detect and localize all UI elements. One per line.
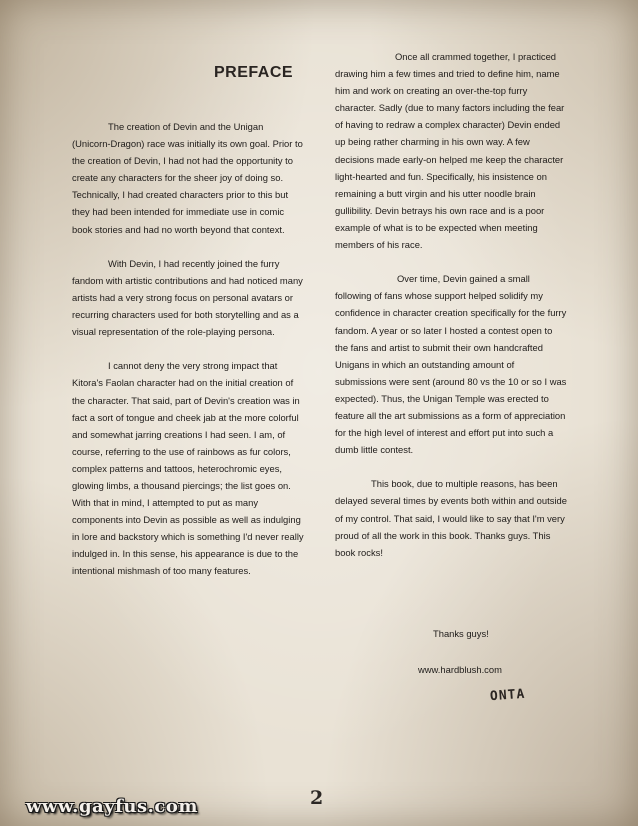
paragraph: With Devin, I had recently joined the furry fandom with artistic contributions and had noticed many artists had a very strong focus on personal avatars or recurring characters used for both storytelling and as a visual representation of the role-playing persona. (72, 257, 303, 338)
paragraph: This book, due to multiple reasons, has been delayed several times by events both within and outside of my control. That said, I would like to say that I'm very proud of all the work in this book. Thanks guys. This book rocks! (335, 478, 567, 558)
right-column (335, 48, 567, 578)
watermark: www.gayfus.com (26, 796, 198, 817)
paragraph: The creation of Devin and the Unigan (Unicorn-Dragon) race was initially its own goal. Prior to the creation of Devin, I had not had the opportunity to create any characters for the sheer joy of doing so. Technically, I had created characters prior to this but they had been intended for immediate use in comic book stories and had no worth beyond that context. (72, 121, 303, 235)
website-link[interactable]: www.hardblush.com (418, 664, 502, 675)
paragraph: Once all crammed together, I practiced drawing him a few times and tried to define him, name him and work on creating an over-the-top furry character. Sadly (due to many factors including the fear of having to redraw a complex character) Devin ended up being rather charming in his own way. A few decisions made early-on helped me keep the character light-hearted and fun. Specifically, his insistence on remaining a butt virgin and his utter noodle brain gullibility. Devin betrays his own race and is a poor example of what is to be expected when meeting members of his race. (335, 51, 565, 251)
page-title: PREFACE (214, 64, 294, 81)
page-number: 2 (310, 787, 324, 809)
signature: ONTA (489, 686, 526, 705)
closing-text: Thanks guys! (433, 628, 489, 639)
paragraph: I cannot deny the very strong impact that Kitora's Faolan character had on the initial creation of the character. That said, part of Devin's creation was in fact a sort of tongue and cheek jab at the more colorful and somewhat jarring creations I had seen. I am, of course, referring to the use of rainbows as fur colors, complex patterns and tattoos, heterochromic eyes, glowing limbs, a thousand piercings; the list goes on. With that in mind, I attempted to put as many components into Devin as possible as well as indulging in lore and backstory which is something I'd never really indulged in. In this sense, his appearance is due to the intentional mishmash of too many features. (72, 360, 304, 577)
paragraph: Over time, Devin gained a small following of fans whose support helped solidify my confidence in character creation specifically for the furry fandom. A year or so later I hosted a contest open to the fans and artist to submit their own handcrafted Unigans in which an outstanding amount of submissions were sent (around 80 vs the 10 or so I was expected). Thus, the Unigan Temple was erected to feature all the art submissions as a form of appreciation for the high level of interest and effort put into such a dumb little contest. (335, 273, 567, 456)
left-column (72, 118, 304, 597)
